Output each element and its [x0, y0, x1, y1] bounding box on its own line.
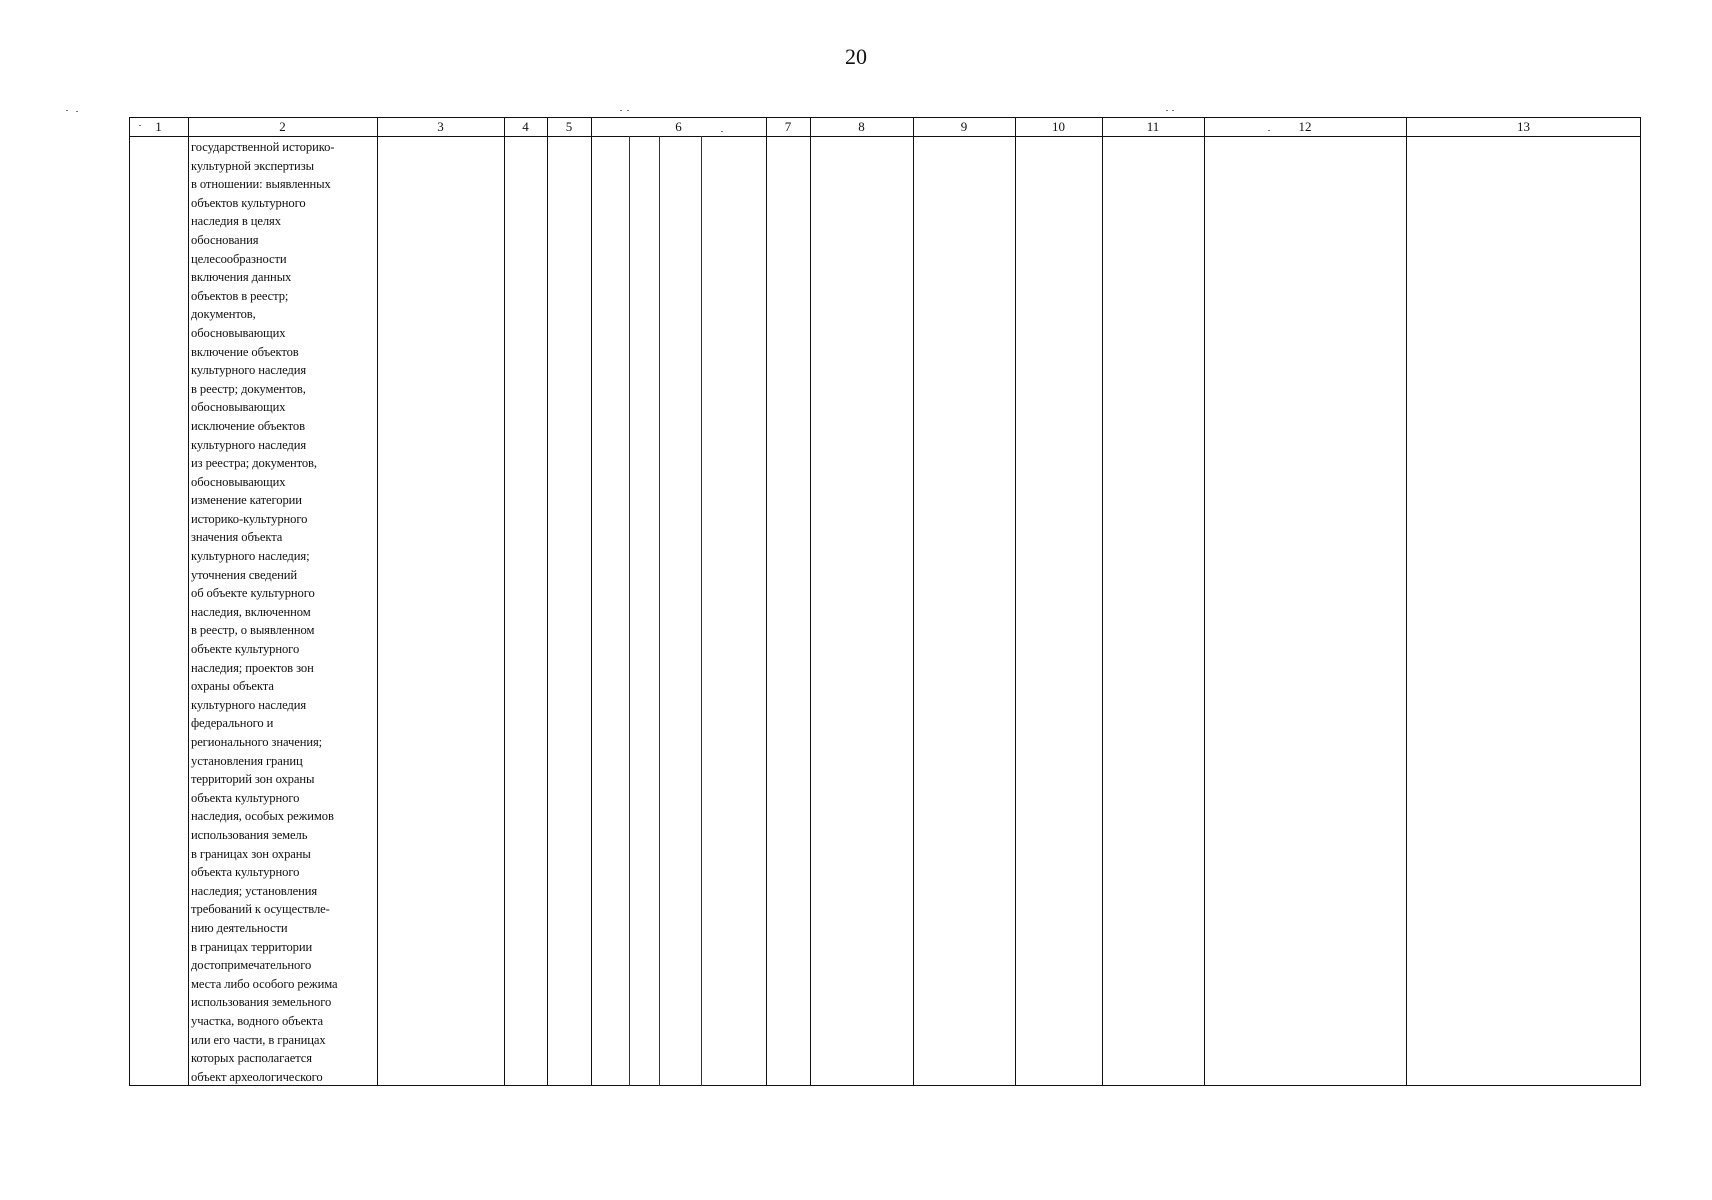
cell-text-line: исключение объектов [191, 418, 305, 433]
header-row-divider [129, 136, 1641, 137]
page-number: 20 [845, 44, 867, 69]
cell-text-line: культурной экспертизы [191, 158, 314, 173]
cell-text-line: включения данных [191, 270, 292, 285]
column-header-4: 4 [522, 119, 529, 134]
cell-text-line: государственной историко- [191, 140, 335, 154]
subcolumn-divider [659, 136, 660, 1086]
cell-text-line: в отношении: выявленных [191, 177, 331, 192]
cell-text-line: объекта культурного [191, 865, 300, 880]
scan-speck [139, 125, 141, 126]
cell-text-line: из реестра; документов, [191, 456, 317, 471]
cell-text-line: в реестр; документов, [191, 381, 306, 396]
cell-text-line: значения объекта [191, 530, 283, 545]
cell-text-line: обосновывающих [191, 474, 286, 489]
cell-text-line: которых располагается [191, 1051, 312, 1066]
column-header-2: 2 [279, 119, 286, 134]
cell-text-line: использования земельного [191, 995, 332, 1010]
subcolumn-divider [629, 136, 630, 1086]
cell-text-line: культурного наследия; [191, 549, 310, 564]
column-header-1: 1 [155, 119, 162, 134]
column-divider [547, 117, 548, 1086]
cell-text-line: использования земель [191, 827, 308, 842]
cell-text-line: обоснования [191, 232, 259, 247]
cell-text-line: культурного наследия [191, 363, 307, 378]
column-header-12: 12 [1298, 119, 1312, 134]
cell-text-line: наследия; установления [191, 883, 318, 898]
subcolumn-divider [701, 136, 702, 1086]
cell-text-line: целесообразности [191, 251, 287, 266]
column-divider [810, 117, 811, 1086]
column-divider [188, 117, 189, 1086]
cell-text-line: нию деятельности [191, 920, 288, 935]
cell-text-line: наследия, особых режимов [191, 809, 334, 824]
column-divider [1102, 117, 1103, 1086]
cell-text-line: наследия, включенном [191, 604, 311, 619]
cell-text-line: достопримечательного [191, 958, 312, 973]
scan-speck [1166, 110, 1168, 111]
column-divider [377, 117, 378, 1086]
column-header-5: 5 [565, 119, 573, 134]
cell-text-line: в реестр, о выявленном [191, 623, 315, 638]
scan-speck [620, 110, 622, 111]
column-header-3: 3 [437, 119, 444, 134]
scan-speck [76, 111, 78, 112]
column-header-7: 7 [784, 119, 792, 134]
cell-text-line: документов, [191, 307, 256, 322]
column-header-13: 13 [1517, 119, 1530, 134]
column-header-10: 10 [1052, 119, 1065, 134]
cell-text-line: наследия в целях [191, 214, 281, 229]
scan-speck [721, 131, 723, 132]
description-cell [191, 138, 371, 1086]
cell-text-line: объект археологического [191, 1069, 323, 1084]
cell-text-line: включение объектов [191, 344, 299, 359]
cell-text-line: объекте культурного [191, 642, 300, 657]
cell-text-line: участка, водного объекта [191, 1013, 323, 1028]
scan-speck [627, 110, 629, 111]
scan-speck [1268, 130, 1270, 131]
cell-text-line: изменение категории [191, 493, 302, 508]
cell-text-line: регионального значения; [191, 735, 323, 749]
cell-text-line: или его части, в границах [191, 1032, 326, 1047]
scan-speck [1172, 110, 1174, 111]
cell-text-line: историко-культурного [191, 511, 308, 526]
cell-text-line: объекта культурного [191, 790, 300, 805]
column-header-9: 9 [960, 119, 968, 134]
scan-speck [66, 110, 68, 111]
cell-text-line: федерального и [191, 716, 274, 731]
cell-text-line: охраны объекта [191, 679, 274, 694]
cell-text-line: культурного наследия [191, 697, 307, 712]
cell-text-line: места либо особого режима [191, 976, 338, 991]
cell-text-line: наследия; проектов зон [191, 660, 314, 675]
column-header-8: 8 [858, 119, 865, 134]
column-divider [591, 117, 592, 1086]
column-divider [1406, 117, 1407, 1086]
cell-text-line: уточнения сведений [191, 567, 297, 582]
cell-text-line: требований к осуществле- [191, 902, 330, 917]
column-header-11: 11 [1146, 119, 1160, 134]
column-divider [913, 117, 914, 1086]
cell-text-line: в границах территории [191, 939, 313, 954]
column-header-6: 6 [675, 119, 682, 134]
cell-text-line: обосновывающих [191, 325, 286, 340]
cell-text-line: установления границ [191, 753, 303, 768]
cell-text-line: территорий зон охраны [191, 772, 315, 787]
column-divider [766, 117, 767, 1086]
cell-text-line: объектов в реестр; [191, 288, 289, 303]
cell-text-line: культурного наследия [191, 437, 307, 452]
cell-text-line: в границах зон охраны [191, 846, 311, 861]
column-divider [504, 117, 505, 1086]
cell-text-line: объектов культурного [191, 195, 306, 210]
cell-text-line: обосновывающих [191, 400, 286, 415]
cell-text-line: об объекте культурного [191, 586, 315, 601]
column-divider [1204, 117, 1205, 1086]
column-divider [1015, 117, 1016, 1086]
